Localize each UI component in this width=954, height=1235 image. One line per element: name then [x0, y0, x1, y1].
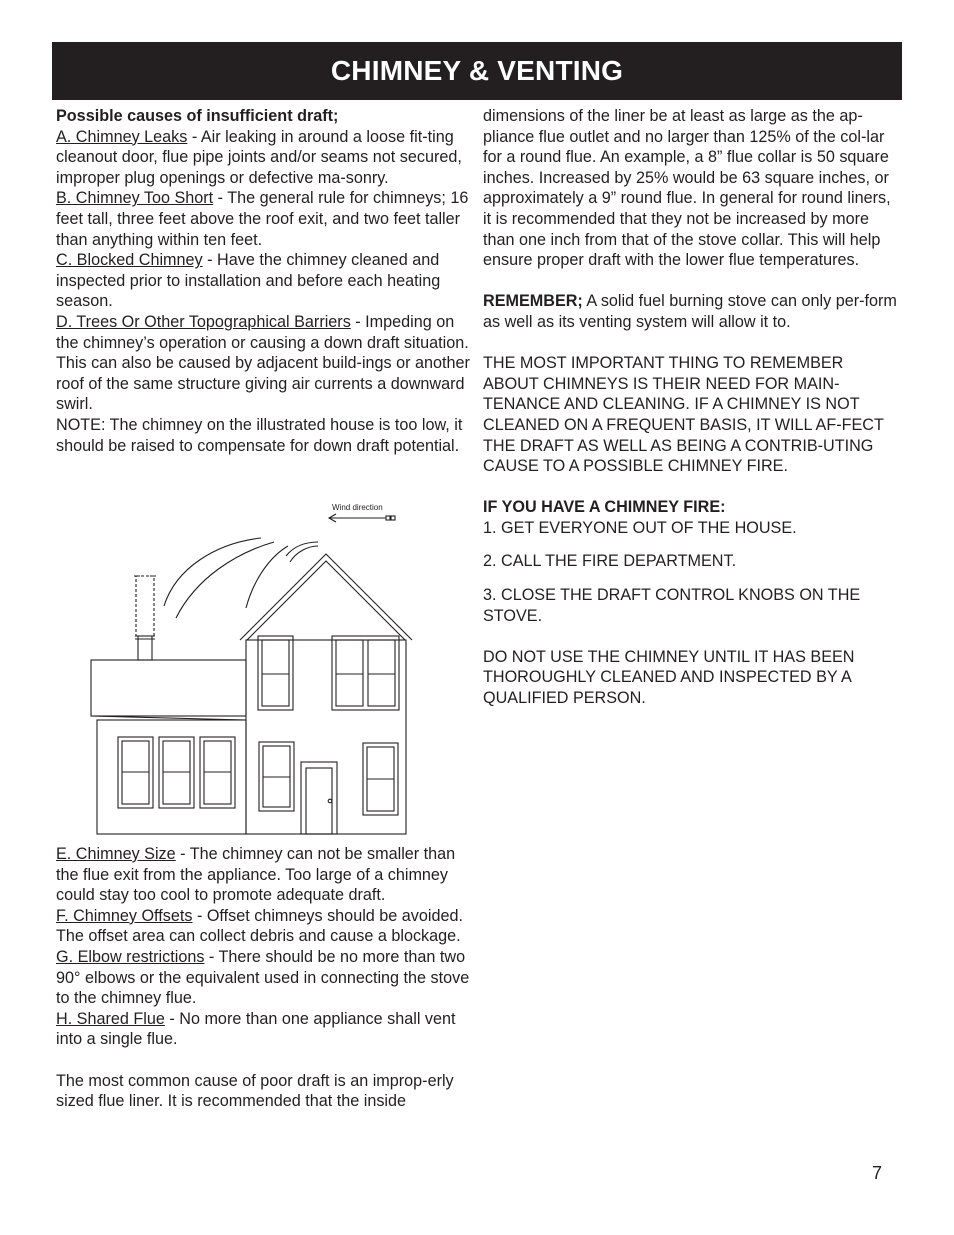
cause-text: - Offset chimneys should be avoided. The offset area can collect debris and cause a blockage. [56, 906, 463, 946]
important-paragraph: THE MOST IMPORTANT THING TO REMEMBER ABOUT CHIMNEYS IS THEIR NEED FOR MAIN-TENANCE AND CLEANING. IF A CHIMNEY IS NOT CLEANED ON A FREQUENT BASIS, IT WILL AF-FECT THE DRAFT AS WELL AS BEING A CONTRIB-UTING CAUSE TO A POSSIBLE CHIMNEY FIRE. [483, 354, 884, 476]
cause-item [56, 906, 472, 947]
liner-continued: dimensions of the liner be at least as large as the ap-pliance flue outlet and no larger than 125% of the col-lar for a round flue. An example, a 8” flue collar is 50 square inches. Increased by 25% would be 63 square inches, or approximately a 9” round flue. In general for round liners, it is recommended that they not be increased by more than one inch from that of the stove collar. This will help ensure proper draft with the lower flue temperatures. [483, 107, 891, 270]
chimney-extension-dashed [136, 576, 154, 636]
right-column [483, 106, 901, 709]
cause-text: - Air leaking in around a loose fit-ting cleanout door, flue pipe joints and/or seams not secured, improper plug openings or defective ma-sonry. [56, 127, 462, 187]
page-title: CHIMNEY & VENTING [52, 42, 902, 100]
cause-label: A. Chimney Leaks [56, 127, 188, 146]
wind-direction-label: Wind direction [332, 503, 383, 512]
liner-intro: The most common cause of poor draft is an improp-erly sized flue liner. It is recommended that the inside [56, 1071, 454, 1111]
cause-label: D. Trees Or Other Topographical Barriers [56, 312, 351, 331]
fire-step: 3. CLOSE THE DRAFT CONTROL KNOBS ON THE STOVE. [483, 586, 861, 625]
cause-text: - No more than one appliance shall vent into a single flue. [56, 1009, 456, 1049]
main-house-wall [246, 640, 406, 834]
lower-windows [259, 742, 398, 815]
side-windows [118, 737, 235, 808]
remember-paragraph [483, 291, 901, 332]
wind-swirl-lines [164, 538, 318, 618]
remember-label: REMEMBER; [483, 292, 583, 311]
front-door [301, 762, 337, 834]
cause-label: G. Elbow restrictions [56, 947, 205, 966]
cause-label: E. Chimney Size [56, 845, 176, 863]
note-text: NOTE: The chimney on the illustrated house is too low, it should be raised to compensate for down draft potential. [56, 415, 463, 455]
cause-item [56, 188, 472, 250]
fire-step: 1. GET EVERYONE OUT OF THE HOUSE. [483, 518, 797, 537]
cause-text: - Have the chimney cleaned and inspected prior to installation and before each heating season. [56, 251, 441, 311]
upper-windows [258, 636, 399, 710]
remember-text: A solid fuel burning stove can only per-form as well as its venting system will allow it to. [483, 292, 897, 331]
left-column-bottom [56, 844, 472, 1112]
cause-item [56, 127, 472, 189]
fire-heading: IF YOU HAVE A CHIMNEY FIRE: [483, 498, 726, 517]
chimney [135, 636, 155, 660]
cause-text: - The general rule for chimneys; 16 feet tall, three feet above the roof exit, and two feet taller than anything within ten feet. [56, 189, 469, 249]
cause-label: H. Shared Flue [56, 1009, 165, 1028]
cause-item [56, 844, 472, 906]
cause-item [56, 312, 472, 415]
side-roof [91, 660, 246, 716]
warning-paragraph: DO NOT USE THE CHIMNEY UNTIL IT HAS BEEN THOROUGHLY CLEANED AND INSPECTED BY A QUALIFIED PERSON. [483, 647, 855, 708]
cause-text: - The chimney can not be smaller than the flue exit from the appliance. Too large of a chimney could stay too cool to promote adequate draft. [56, 845, 456, 905]
left-column-top [56, 106, 472, 456]
cause-item [56, 947, 472, 1009]
house-illustration [56, 498, 472, 840]
cause-text: - There should be no more than two 90° elbows or the equivalent used in connecting the stove to the chimney flue. [56, 947, 470, 1008]
wind-arrow-icon [329, 514, 395, 522]
fire-step: 2. CALL THE FIRE DEPARTMENT. [483, 552, 737, 571]
cause-item [56, 250, 472, 312]
cause-label: B. Chimney Too Short [56, 189, 214, 208]
cause-label: C. Blocked Chimney [56, 251, 203, 270]
cause-item [56, 1009, 472, 1050]
page-number: 7 [872, 1163, 883, 1183]
section-heading: Possible causes of insufficient draft; [56, 107, 339, 125]
cause-label: F. Chimney Offsets [56, 906, 193, 925]
cause-text: - Impeding on the chimney’s operation or causing a down draft situation. This can also be caused by adjacent build-ings or another roof of the same structure giving air currents a downward swirl. [56, 312, 470, 414]
